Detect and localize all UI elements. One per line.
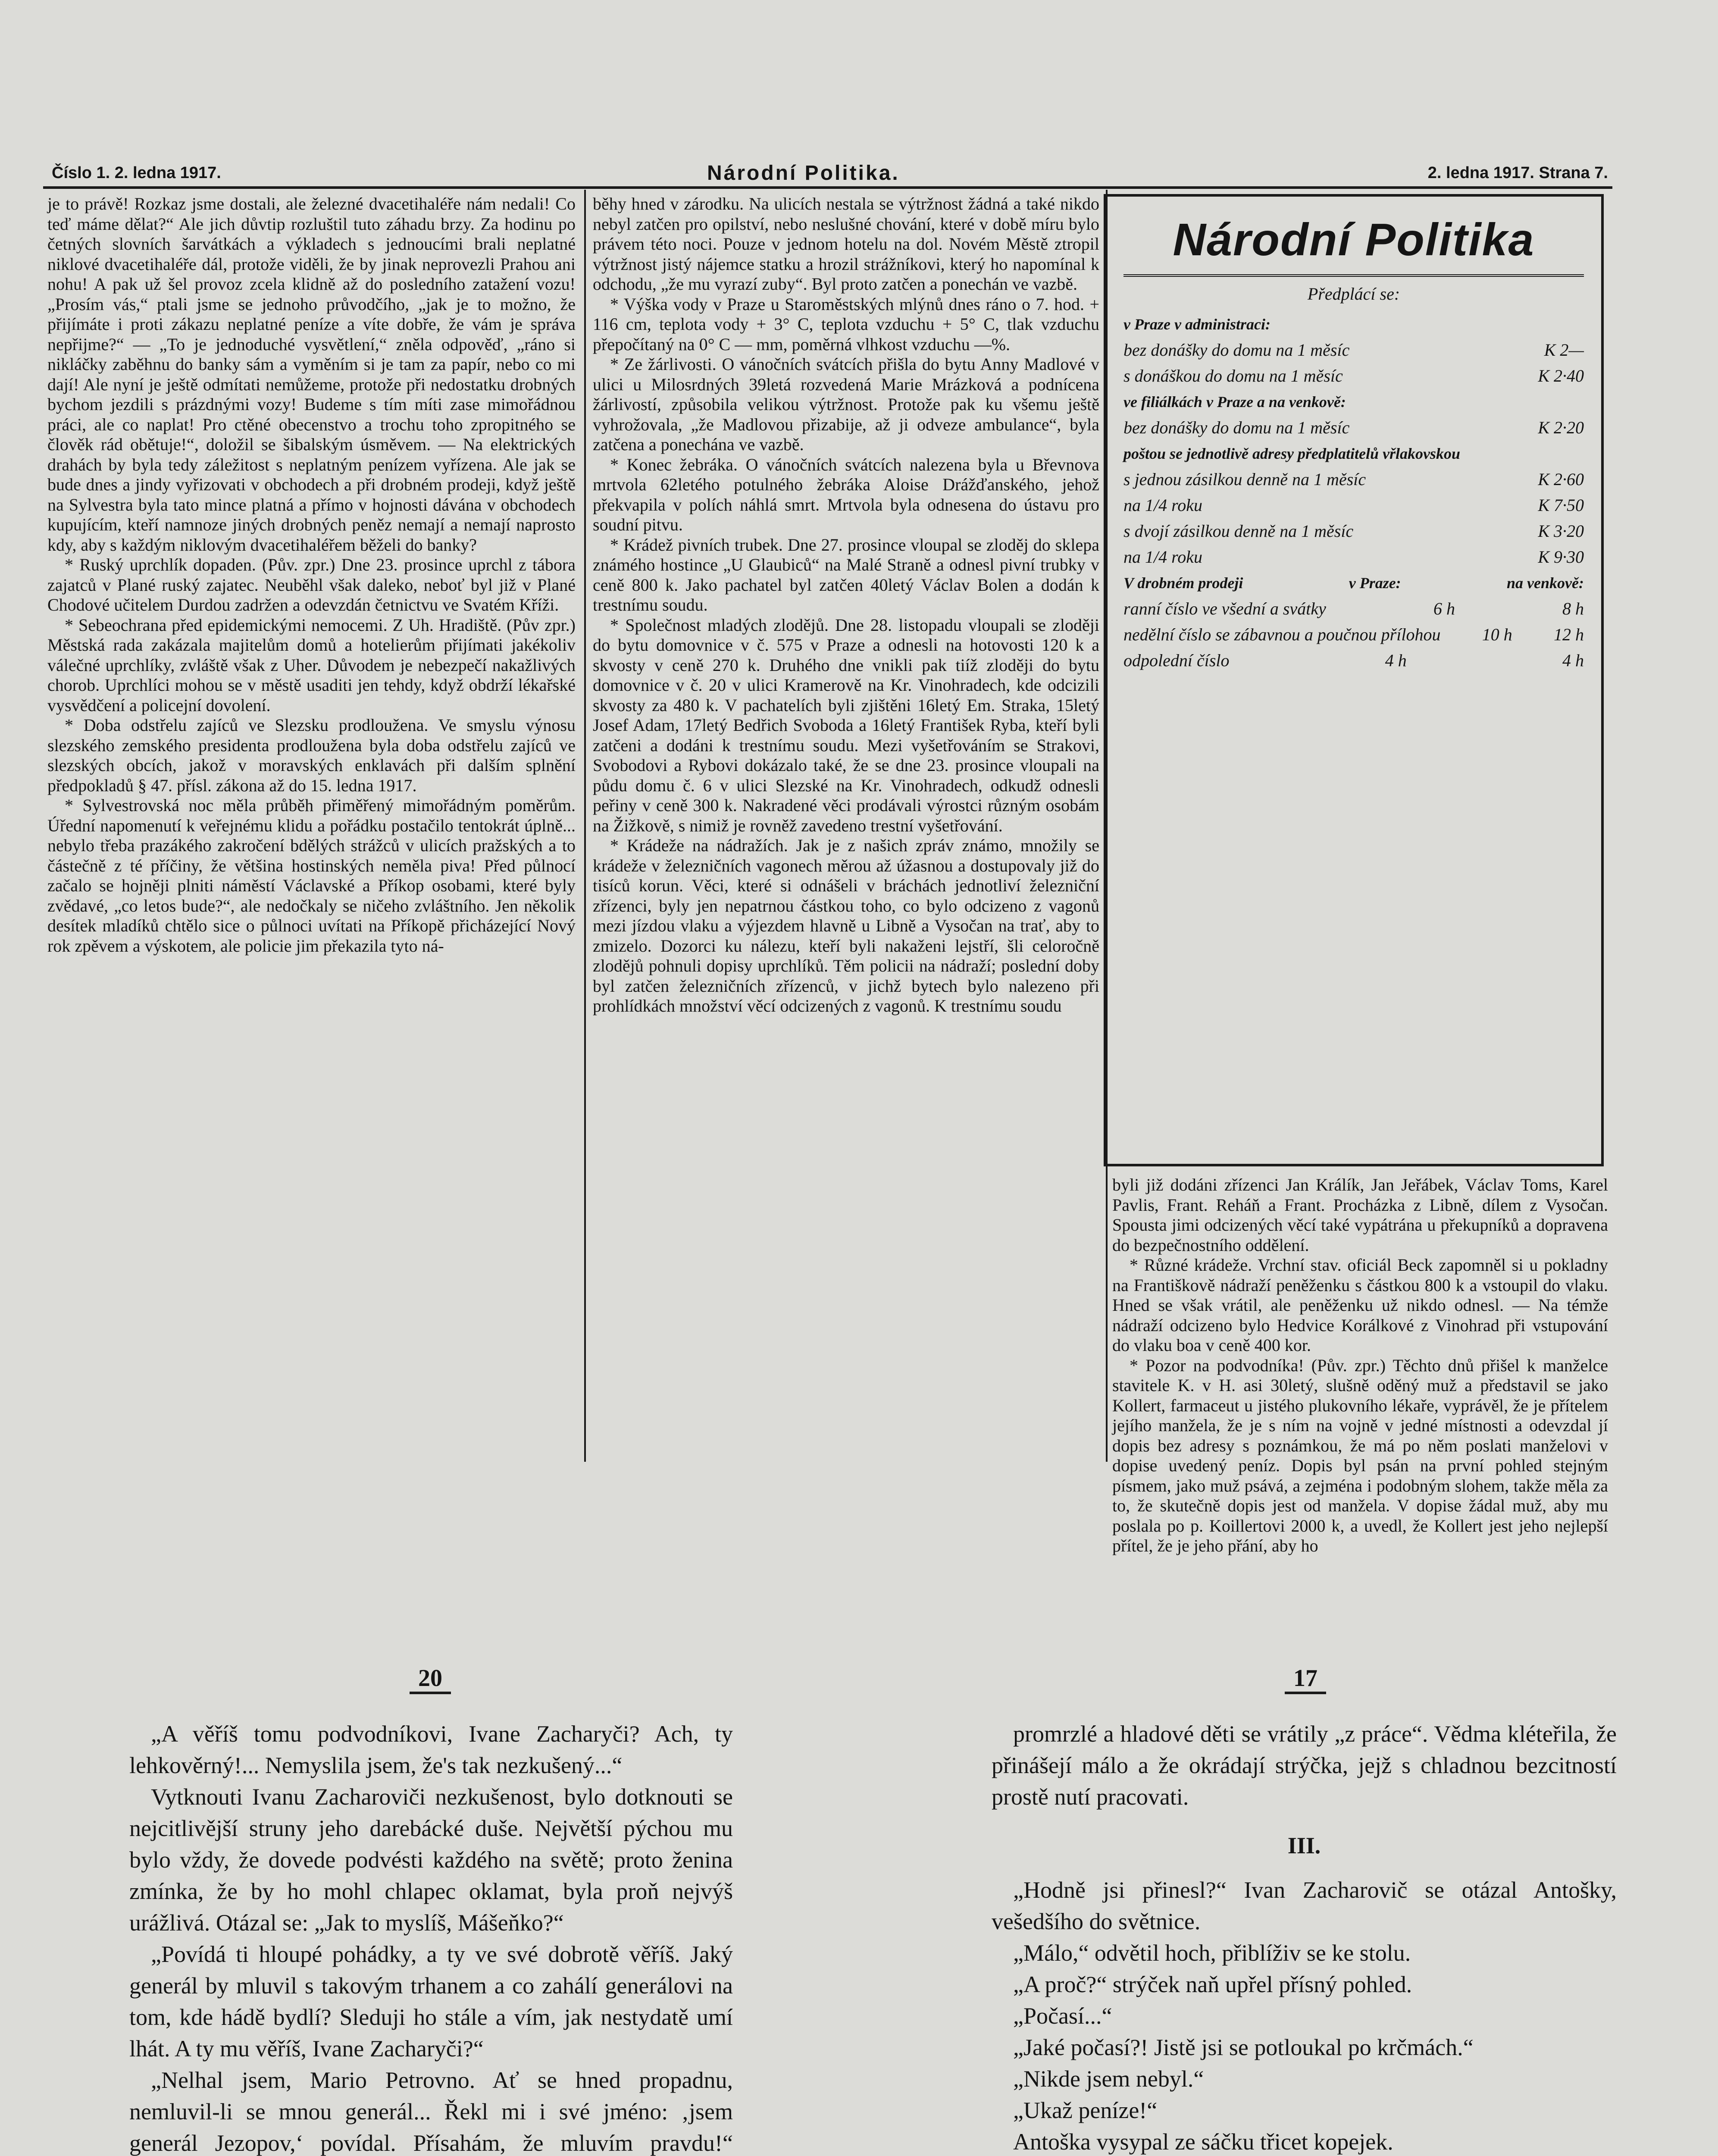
price-row (1123, 518, 1584, 544)
retail-heading-row (1123, 570, 1584, 596)
price-label: na 1/4 roku (1123, 547, 1202, 567)
price-label: ve filiálkách v Praze a na venkově: (1123, 393, 1346, 411)
price-value: K 9·30 (1538, 547, 1584, 567)
retail-row (1123, 622, 1584, 648)
serial-story-left (129, 1718, 733, 2156)
price-row (1123, 389, 1584, 415)
price-value: K 7·50 (1538, 495, 1584, 515)
price-row (1123, 544, 1584, 570)
paragraph: „A věříš tomu podvodníkovi, Ivane Zacharyči? Ach, ty lehkověrný!... Nemyslila jsem, že's tak nezkušený...“ (129, 1721, 733, 1778)
price-label: bez donášky do domu na 1 měsíc (1123, 418, 1350, 437)
paragraph: je to právě! Rozkaz jsme dostali, ale železné dvacetihaléře nám nedali! Co teď máme dělat?“ Ale jich důvtip rozluštil tuto záhadu brzy. Za hodinu po četných slovních šarvátkách a výkladech s jednoucími brali neplatné niklové dvacetihaléře dál, protože viděli, že by jinak neprovezli Prahou ani nohu! A pak už šel provoz zcela klidně až do posledního zatažení vozu! „Prosím vás,“ ptali jsme se jednoho průvodčího, „jak je to možno, že přijímáte i proti zákazu neplatné peníze a víte dobře, že vám je správa nepřijme?“ — „To je jednoduché vysvětlení,“ zněla odpověď, „ráno si nikláčky zaběhnu do banky sám a vyměním si je tam za papír, nebo co mi dají! Ale nyní je ještě odmítati nemůžeme, protože při nedostatku drobných bychom jezdili s prázdnými vozy! Budeme s tím míti zase mimořádnou práci, ale co naplat! Pro ctěné obecenstvo a trochu toho zpropitného se člověk rád obětuje!“, doložil se šibalským úsměvem. — Na elektrických drahách by byla tedy záležitost s neplatným penízem vyřízena. Ale jak se bude dnes a jindy vyřizovati v obchodech a při drobném prodeji, když ještě na Sylvestra byla tato mince platná a přímo v hojnosti dávána v obchodech kupujícím, kteří namnoze jiných drobných peněz nemají a nemají naprosto kdy, aby s každým niklovým dvacetihaléřem běželi do banky? (47, 194, 576, 555)
retail-heading: V drobném prodeji (1123, 574, 1243, 592)
retail-venkov: 4 h (1562, 651, 1584, 670)
page-header (43, 160, 1612, 189)
retail-label: nedělní číslo se zábavnou a poučnou přílohou (1123, 625, 1441, 644)
retail-venkov: 8 h (1562, 599, 1584, 618)
paragraph: * Výška vody v Praze u Staroměstských mlýnů dnes ráno o 7. hod. + 116 cm, teplota vody + 3° C, teplota vzduchu + 5° C, tlak vzduchu přepočítaný na 0° C — mm, poměrná vlhkost vzduchu —%. (593, 294, 1099, 354)
retail-praha: 6 h (1433, 599, 1455, 618)
paragraph: * Sebeochrana před epidemickými nemocemi. Z Uh. Hradiště. (Pův zpr.) Městská rada zakázala majitelům domů a hotelierům přijímati jakékoliv válečné uprchlíky, zvláště však z Uher. Důvodem je nebezpečí nakažlivých chorob. Uprchlíci mohou se v městě usaditi jen tehdy, když obdrží lékařské vysvědčení a policejní dovolení. (47, 615, 576, 715)
column-2 (593, 194, 1099, 1462)
subscription-heading: Předplácí se: (1307, 284, 1400, 304)
page-number-right: 17 (1285, 1664, 1326, 1692)
price-row (1123, 467, 1584, 492)
paragraph: * Ze žárlivosti. O vánočních svátcích přišla do bytu Anny Madlové v ulici u Milosrdných 39letá rozvedená Marie Mrázková a podnícena žárlivostí, způsobila velikou výtržnost. Protože pak ku všemu ještě vyhrožovala, „že Madlovou přizabije, až ji odveze ambulance“, byla zatčena a ponechána ve vazbě. (593, 354, 1099, 454)
retail-row (1123, 596, 1584, 622)
paragraph: „Počasí...“ (1013, 2003, 1112, 2029)
subscription-box (1104, 194, 1604, 1166)
paragraph: * Různé krádeže. Vrchní stav. oficiál Beck zapomněl si u pokladny na Františkově nádraží peněženku s částkou 800 k a vstoupil do vlaku. Hned se však vrátil, ale peněženku už nikdo odnesl. — Na témže nádraží odcizeno bylo Hedvice Korálkové z Vinohrad při vstupování do vlaku boa v ceně 400 kor. (1112, 1255, 1608, 1355)
paragraph: * Doba odstřelu zajíců ve Slezsku prodloužena. Ve smyslu výnosu slezského zemského presidenta prodloužena byla doba odstřelu zajíců ve slezských obcích, jakož v moravských enklavách při dalším splnění předpokladů § 47. přísl. zákona až do 15. ledna 1917. (47, 715, 576, 795)
retail-praha: 10 h (1482, 625, 1512, 644)
price-label: poštou se jednotlivě adresy předplatitelů vřlakovskou (1123, 445, 1460, 462)
paragraph: „Povídá ti hloupé pohádky, a ty ve své dobrotě věříš. Jaký generál by mluvil s takovým trhanem a co zahálí generálovi na tom, kde hádě bydlí? Sleduji ho stále a vím, jak nestydatě umí lhát. A ty mu věříš, Ivane Zacharyči?“ (129, 1941, 733, 2062)
price-value: K 2·40 (1538, 366, 1584, 385)
paragraph: „Jaké počasí?! Jistě jsi se potloukal po krčmách.“ (1013, 2034, 1474, 2060)
price-label: na 1/4 roku (1123, 495, 1202, 515)
page-date-number: 2. ledna 1917. Strana 7. (1427, 164, 1608, 182)
retail-label: ranní číslo ve všední a svátky (1123, 599, 1326, 618)
retail-row (1123, 648, 1584, 674)
retail-praha: 4 h (1385, 651, 1407, 670)
paragraph: Antoška vysypal ze sáčku třicet kopejek. (1013, 2129, 1393, 2155)
paragraph: běhy hned v zárodku. Na ulicích nestala se výtržnost žádná a také nikdo nebyl zatčen pro opilství, nebo neslušné chování, které v době míru bylo právem této noci. Pouze v jednom hotelu na dol. Novém Městě ztropil výtržnost jistý nájemce statku a hrozil strážníkovi, který ho napomínal k odchodu, „že mu vyrazí zuby“. Byl proto zatčen a ponechán ve vazbě. (593, 194, 1099, 294)
paragraph: „A proč?“ strýček naň upřel přísný pohled. (1013, 1971, 1412, 1997)
paragraph: * Společnost mladých zlodějů. Dne 28. listopadu vloupali se zloději do bytu domovnice v č. 575 v Praze a odnesli na hotovosti 120 k a skvosty v ceně 270 k. Druhého dne vnikli pak tiíž zloději do bytu domovnice v č. 20 v ulici Kramerově na Kr. Vinohradech, kde odcizili skvosty za 480 k. V pachatelích byli zjištěni 16letý Em. Straka, 15letý Josef Adam, 17letý Bedřich Svoboda a 16letý František Ryba, kteří byli zatčeni a dodáni k trestnímu soudu. Mezi vyšetřováním se Strakovi, Svobodovi a Rybovi dokázalo také, že se dne 23. prosince vloupali na půdu domu č. 6 v ulici Slezské na Kr. Vinohradech, odkudž odnesli peřiny v ceně 300 k. Nakradené věci prodávali výrostci různým osobám na Žižkově, s nimiž je rovněž zavedeno trestní vyšetřování. (593, 615, 1099, 835)
price-label: s dvojí zásilkou denně na 1 měsíc (1123, 521, 1354, 541)
price-row (1123, 441, 1584, 467)
paragraph: „Hodně jsi přinesl?“ Ivan Zacharovič se otázal Antošky, vešedšího do světnice. (992, 1877, 1617, 1934)
issue-date: Číslo 1. 2. ledna 1917. (52, 164, 221, 182)
paragraph: * Sylvestrovská noc měla průběh přiměřený mimořádným poměrům. Úřední napomenutí k veřejnému klidu a pořádku postačilo tentokrát úplně... nebylo třeba prazákého zakročení bdělých strážců v ulicích pražských a to částečně z té příčiny, že většina hostinských neměla piva! Před půlnocí začalo se hojněji plniti náměstí Václavské a Příkop osobami, které byly zvědavé, „co letos bude?“, ale nedočkaly se ničeho zvláštního. Jen několik desítek mladíků chtělo sice o půlnoci uvítati na Příkopě přicházející Nový rok zpěvem a výskotem, ale policie jim překazila tyto ná- (47, 796, 576, 956)
paragraph: * Konec žebráka. O vánočních svátcích nalezena byla u Břevnova mrtvola 62letého potulného žebráka Aloise Drážďanského, jehož překvapila v polích náhlá smrt. Mrtvola byla odnesena do ústavu pro soudní pitvu. (593, 454, 1099, 534)
paragraph: * Ruský uprchlík dopaden. (Pův. zpr.) Dne 23. prosince uprchl z tábora zajatců v Plané ruský zajatec. Neuběhl však daleko, neboť byl již v Plané Chodové učitelem Durdou zadržen a odevzdán četnictvu ve Svatém Kříži. (47, 555, 576, 614)
paragraph: „Nelhal jsem, Mario Petrovno. Ať se hned propadnu, nemluvil-li se mnou generál... Řekl mi i své jméno: ‚jsem generál Jezopov,‘ povídal. Přísahám, že mluvím pravdu!“ (129, 2067, 733, 2156)
praha-heading: v Praze v administraci: (1123, 316, 1271, 333)
price-value: K 3·20 (1538, 521, 1584, 541)
paragraph: „Nikde jsem nebyl.“ (1013, 2066, 1204, 2092)
retail-col-praha: v Praze: (1349, 574, 1401, 592)
masthead: Národní Politika (1123, 210, 1584, 277)
price-value: K 2— (1544, 340, 1584, 360)
price-label: bez donášky do domu na 1 měsíc (1123, 340, 1350, 360)
retail-col-venkov: na venkově: (1507, 574, 1584, 592)
column-3 (1112, 1175, 1608, 1555)
price-label: s jednou zásilkou denně na 1 měsíc (1123, 470, 1366, 489)
column-divider (584, 190, 586, 1462)
paragraph: promrzlé a hladové děti se vrátily „z práce“. Vědma kléteřila, že přinášejí málo a že okrádají strýčka, jejž s chladnou bezcitností prostě nutí pracovati. (992, 1721, 1617, 1810)
paragraph: * Krádeže na nádražích. Jak je z našich zpráv známo, množily se krádeže v železničních vagonech měrou až úžasnou a dostupovaly již do tisíců korun. Věci, které si odnášeli v bráchách jednotliví železniční zřízenci, byly jen nepatrnou částkou toho, co bylo odcizeno z vagonů mezi jízdou vlaku a výjezdem hlavně u Libně a Vysočan na trať, aby to zmizelo. Dozorci ku nálezu, kteří byli nakaženi lejstří, šli celoročně zlodějů pohnuli dopisy uprchlíků. Těm policii na nádraží; poslední doby byl zatčen železničních zřízenců, v jichž bytech bylo nalezeno při prohlídkách množství věcí odcizených z vagonů. K trestnímu soudu (593, 836, 1099, 1015)
price-row (1123, 337, 1584, 363)
price-label: s donáškou do domu na 1 měsíc (1123, 366, 1343, 385)
paragraph: „Ukaž peníze!“ (1013, 2097, 1158, 2123)
price-row (1123, 492, 1584, 518)
retail-venkov: 12 h (1554, 625, 1584, 644)
price-value: K 2·60 (1538, 470, 1584, 489)
column-1 (47, 194, 576, 1462)
paragraph: „Málo,“ odvětil hoch, přiblíživ se ke stolu. (1013, 1940, 1411, 1966)
paragraph: byli již dodáni zřízenci Jan Králík, Jan Jeřábek, Václav Toms, Karel Pavlis, Frant. Reháň a Frant. Procházka z Libně, dílem z Vysočan. Spousta jimi odcizených věcí také vypátrána u překupníků a dopravena do bezpečnostního oddělení. (1112, 1175, 1608, 1255)
retail-label: odpolední číslo (1123, 651, 1230, 670)
price-value: K 2·20 (1538, 418, 1584, 437)
chapter-heading: III. (1287, 1833, 1321, 1858)
price-row (1123, 363, 1584, 389)
paragraph: * Krádež pivních trubek. Dne 27. prosince vloupal se zloděj do sklepa známého hostince „U Glaubiců“ na Malé Straně a odnesl pivní trubky v ceně 800 k. Jako pachatel byl zatčen 40letý Václav Bolen a dodán k trestnímu soudu. (593, 535, 1099, 614)
newspaper-title: Národní Politika. (707, 162, 900, 185)
price-row (1123, 415, 1584, 441)
paragraph: * Pozor na podvodníka! (Pův. zpr.) Těchto dnů přišel k manželce stavitele K. v H. asi 30letý, slušně oděný muž a představil se jako Kollert, farmaceut u jistého plukovního lékaře, vyprávěl, že je přítelem jejího manžela, že je s ním na vojně v jedné místnosti a odevzdal jí dopis bez adresy s poznámkou, že má po něm poslati manželovi v dopise uvedený peníz. Dopis byl psán na první pohled stejným písmem, jako muž psává, a zejména i podobným slohem, takže měla za to, že skutečně dopis jest od manžela. V dopise žádal muž, aby mu poslala po p. Koillertovi 2000 k, a uvedl, že Kollert jest jeho nejlepší přítel, že je jeho přání, aby ho (1112, 1355, 1608, 1555)
serial-story-right (992, 1718, 1617, 2156)
paragraph: Vytknouti Ivanu Zacharoviči nezkušenost, bylo dotknouti se nejcitlivější struny jeho darebácké duše. Největší pýchou mu bylo vždy, že dovede podvésti každého na světě; proto ženina zmínka, že by ho mohl chlapec oklamat, byla proň nejvýš urážlivá. Otázal se: „Jak to myslíš, Mášeňko?“ (129, 1784, 733, 1936)
page-number-left: 20 (410, 1664, 451, 1692)
